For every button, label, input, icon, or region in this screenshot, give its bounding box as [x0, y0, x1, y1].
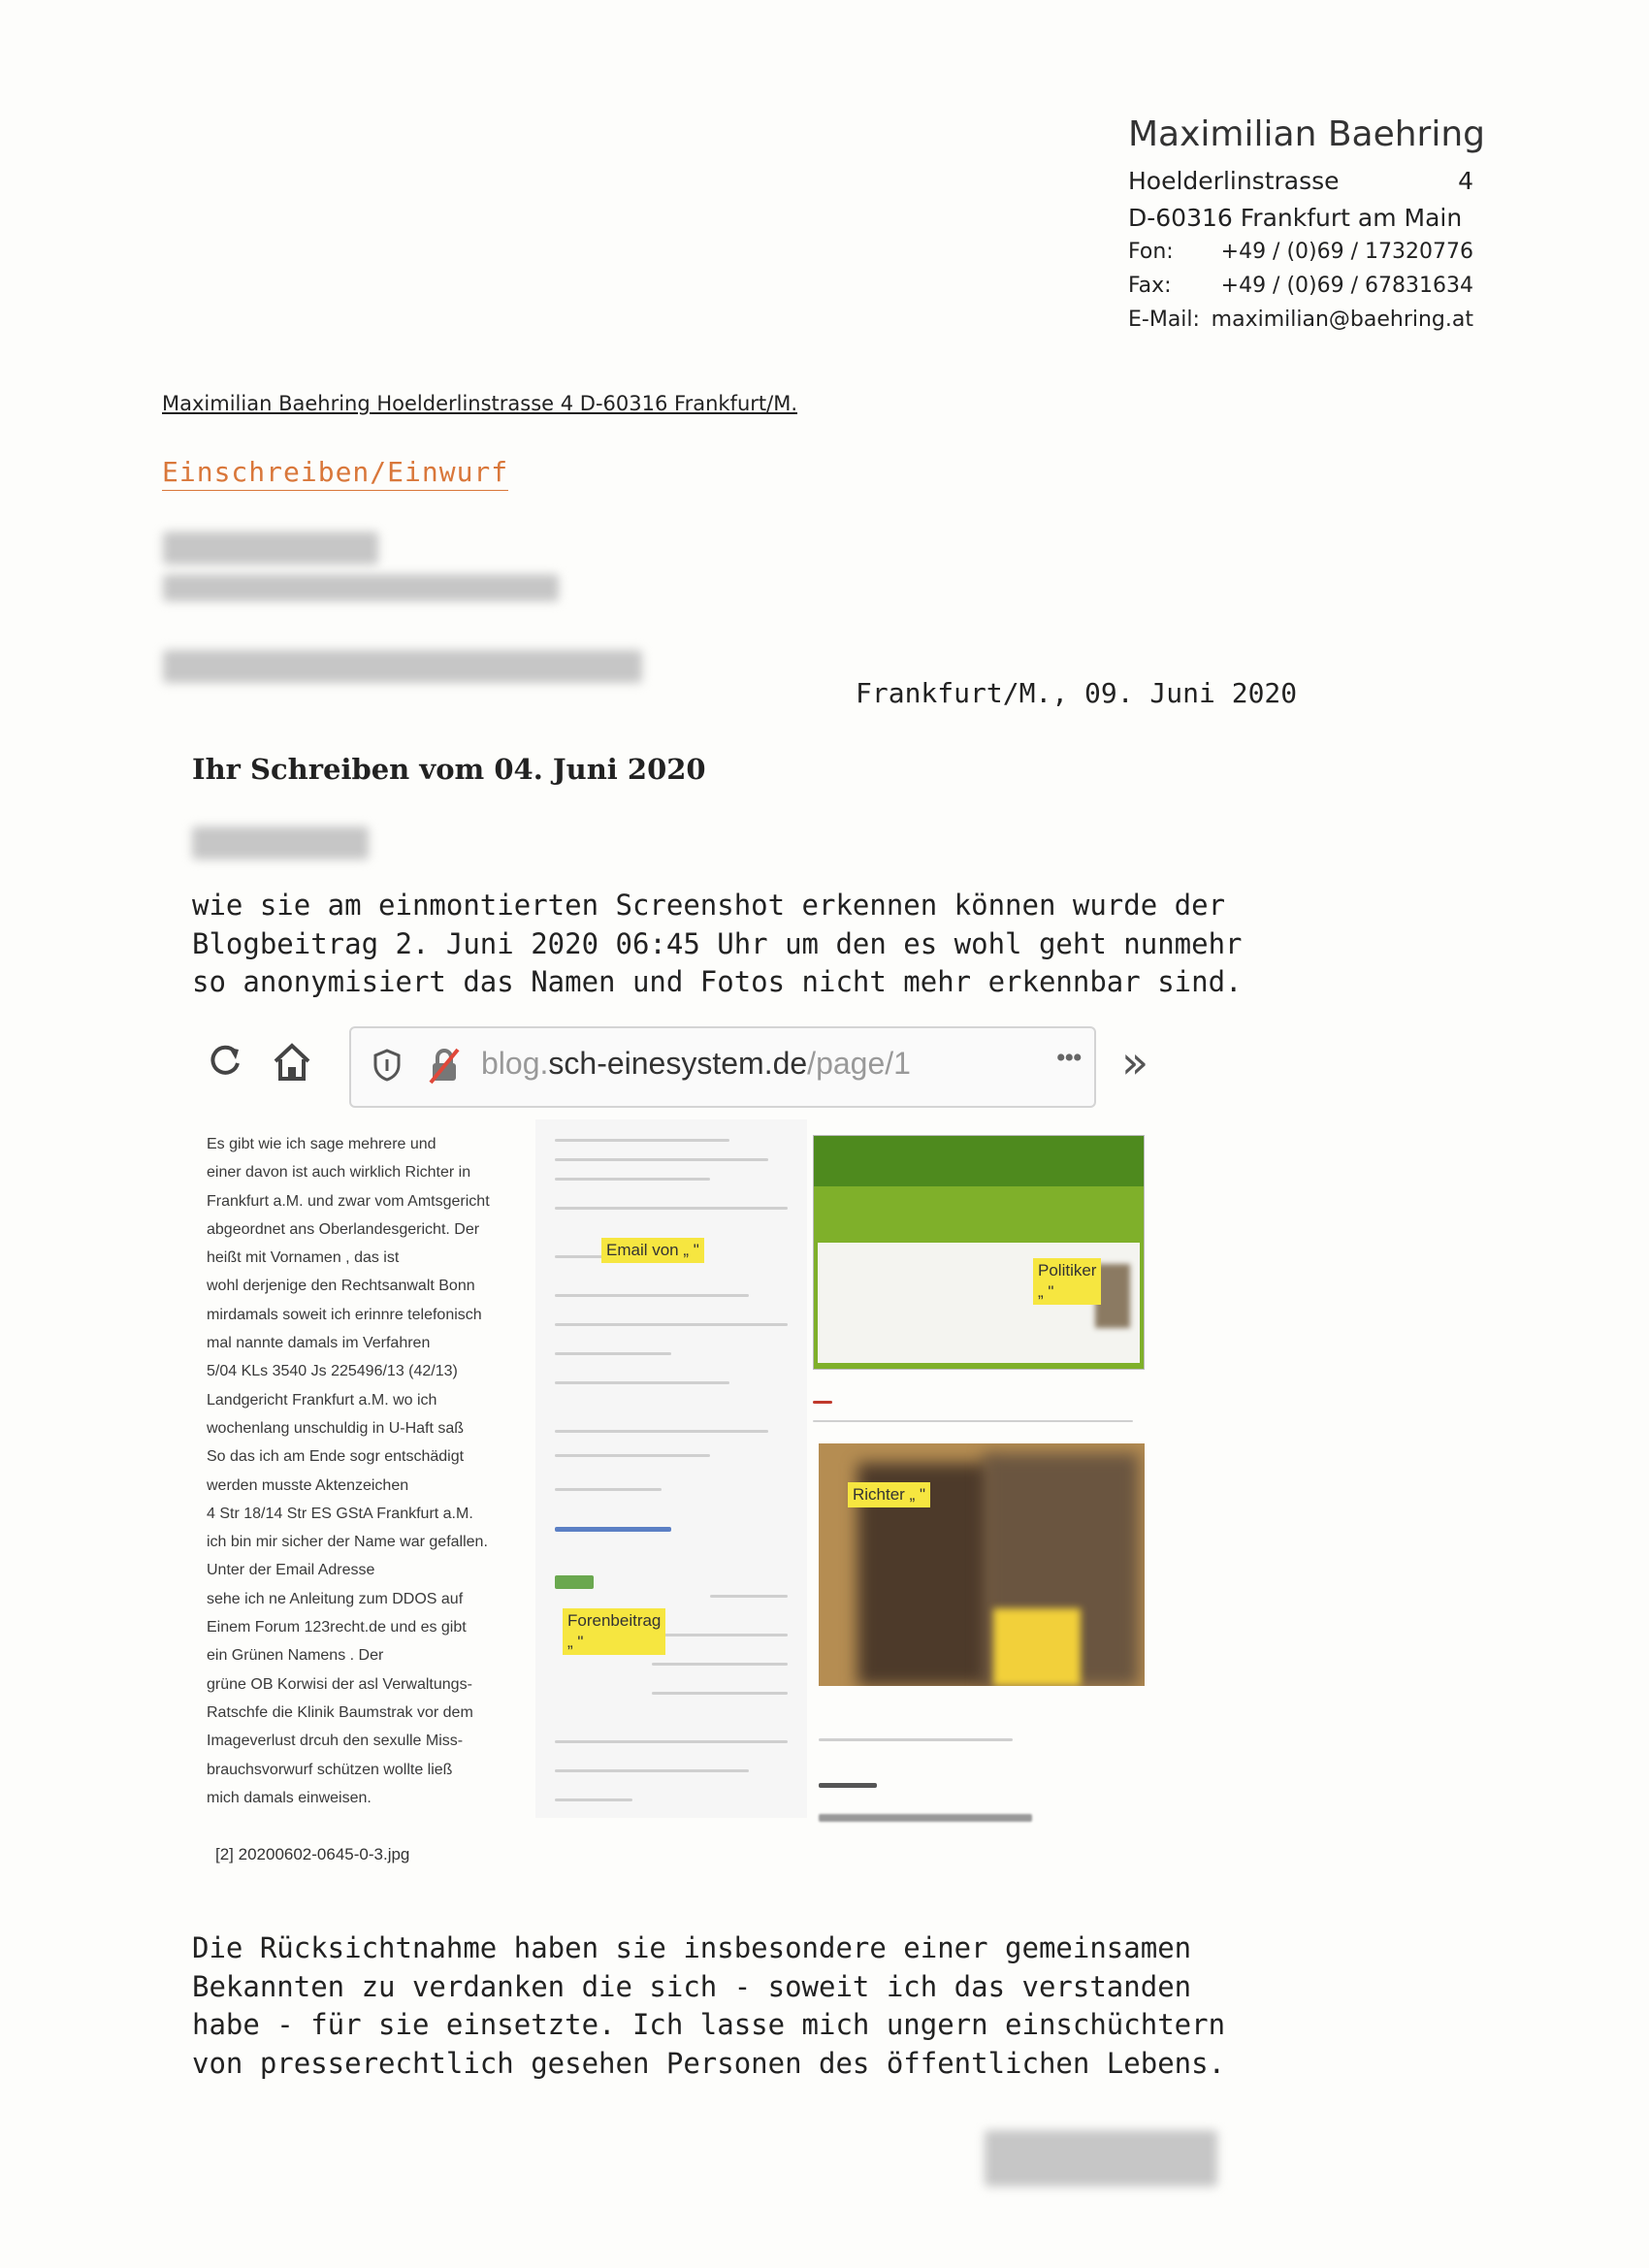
screenshot-email-panel	[535, 1119, 807, 1818]
letter-date: Frankfurt/M., 09. Juni 2020	[856, 677, 1298, 709]
letterhead-email-line	[1128, 308, 1473, 332]
body-paragraph-1: wie sie am einmontierten Screenshot erkennen können wurde der Blogbeitrag 2. Juni 2020 06:45 Uhr um den es wohl geht nunmehr so anonymisiert das Namen und Fotos nicht mehr erkennbar sind.	[192, 889, 1243, 998]
embedded-browser-toolbar	[194, 1026, 1164, 1110]
screenshot-judge-photo-redacted	[819, 1443, 1145, 1686]
mail-type-label: Einschreiben/Einwurf	[162, 456, 508, 491]
letterhead-street-line	[1128, 167, 1473, 195]
sender-return-address: Maximilian Baehring Hoelderlinstrasse 4 D-60316 Frankfurt/M.	[162, 392, 797, 415]
letterhead-name: Maximilian Baehring	[1128, 114, 1486, 154]
overflow-icon: »	[1121, 1036, 1149, 1088]
signature-redacted	[985, 2130, 1217, 2187]
letterhead-city-line	[1128, 204, 1473, 232]
screenshot-politician-page	[813, 1135, 1145, 1370]
label-forum: Forenbeitrag „ "	[563, 1608, 665, 1655]
url-bar	[349, 1026, 1096, 1108]
insecure-lock-icon	[427, 1046, 462, 1085]
screenshot-caption: [2] 20200602-0645-0-3.jpg	[215, 1845, 410, 1863]
email-label: E-Mail:	[1128, 308, 1200, 332]
home-icon	[270, 1040, 314, 1085]
letterhead-city: D-60316 Frankfurt am Main	[1128, 204, 1463, 232]
url-path: /page/1	[807, 1046, 911, 1081]
body-paragraph-2: Die Rücksichtnahme haben sie insbesondere einer gemeinsamen Bekannten zu verdanken die sich - soweit ich das verstanden habe - für sie einsetzte. Ich lasse mich ungern einschüchtern von presserechtlich gesehen Personen des öffentlichen Lebens.	[192, 1931, 1226, 2080]
url-host: sch-einesystem.de	[548, 1046, 808, 1081]
fax-label: Fax:	[1128, 274, 1172, 298]
screenshot-news-nav	[813, 1395, 1143, 1434]
screenshot-news-footer	[815, 1734, 1145, 1822]
letterhead-house-no: 4	[1458, 167, 1473, 195]
label-politiker: Politiker „ "	[1033, 1258, 1101, 1305]
recipient-name-redacted	[163, 532, 378, 565]
letterhead-street: Hoelderlinstrasse	[1128, 167, 1340, 195]
salutation-redacted	[192, 826, 369, 859]
fon-label: Fon:	[1128, 240, 1174, 264]
reload-icon	[206, 1042, 244, 1081]
letter-subject: Ihr Schreiben vom 04. Juni 2020	[192, 753, 706, 786]
letterhead-fax-line	[1128, 274, 1473, 298]
label-richter: Richter „ "	[848, 1482, 930, 1507]
recipient-org-redacted	[163, 574, 559, 601]
label-email: Email von „ "	[601, 1238, 704, 1263]
fon-number: +49 / (0)69 / 17320776	[1220, 240, 1473, 264]
letterhead-fon-line	[1128, 240, 1473, 264]
screenshot-blog-text: Es gibt wie ich sage mehrere und einer davon ist auch wirklich Richter in Frankfurt a.M. und zwar vom Amtsgericht abgeordnet ans Oberlandesgericht. Der heißt mit Vornamen , das ist wohl derjenige den Rechtsanwalt Bonn mirdamals soweit ich erinnre telefonisch mal nannte damals im Verfahren 5/04 KLs 3540 Js 225496/13 (42/13) Landgericht Frankfurt a.M. wo ich wochenlang unschuldig in U-Haft saß So das ich am Ende sogr entschädigt werden musste Aktenzeichen 4 Str 18/14 Str ES GStA Frankfurt a.M. ich bin mir sicher der Name war gefallen. Unter der Email Adresse sehe ich ne Anleitung zum DDOS auf Einem Forum 123recht.de und es gibt ein Grünen Namens . Der grüne OB Korwisi der asl Verwaltungs- Ratschfe die Klinik Baumstrak vor dem Imageverlust drcuh den sexulle Miss- brauchsvorwurf schützen wollte ließ mich damals einweisen.	[207, 1136, 490, 1806]
recipient-city-redacted	[163, 650, 642, 683]
url-host-prefix: blog.	[481, 1046, 549, 1081]
url-text	[481, 1046, 911, 1082]
fax-number: +49 / (0)69 / 67831634	[1220, 274, 1473, 298]
embedded-screenshot	[194, 1116, 1164, 1872]
shield-icon	[372, 1048, 402, 1083]
email-address: maximilian@baehring.at	[1211, 308, 1473, 332]
more-icon: •••	[1055, 1042, 1081, 1074]
